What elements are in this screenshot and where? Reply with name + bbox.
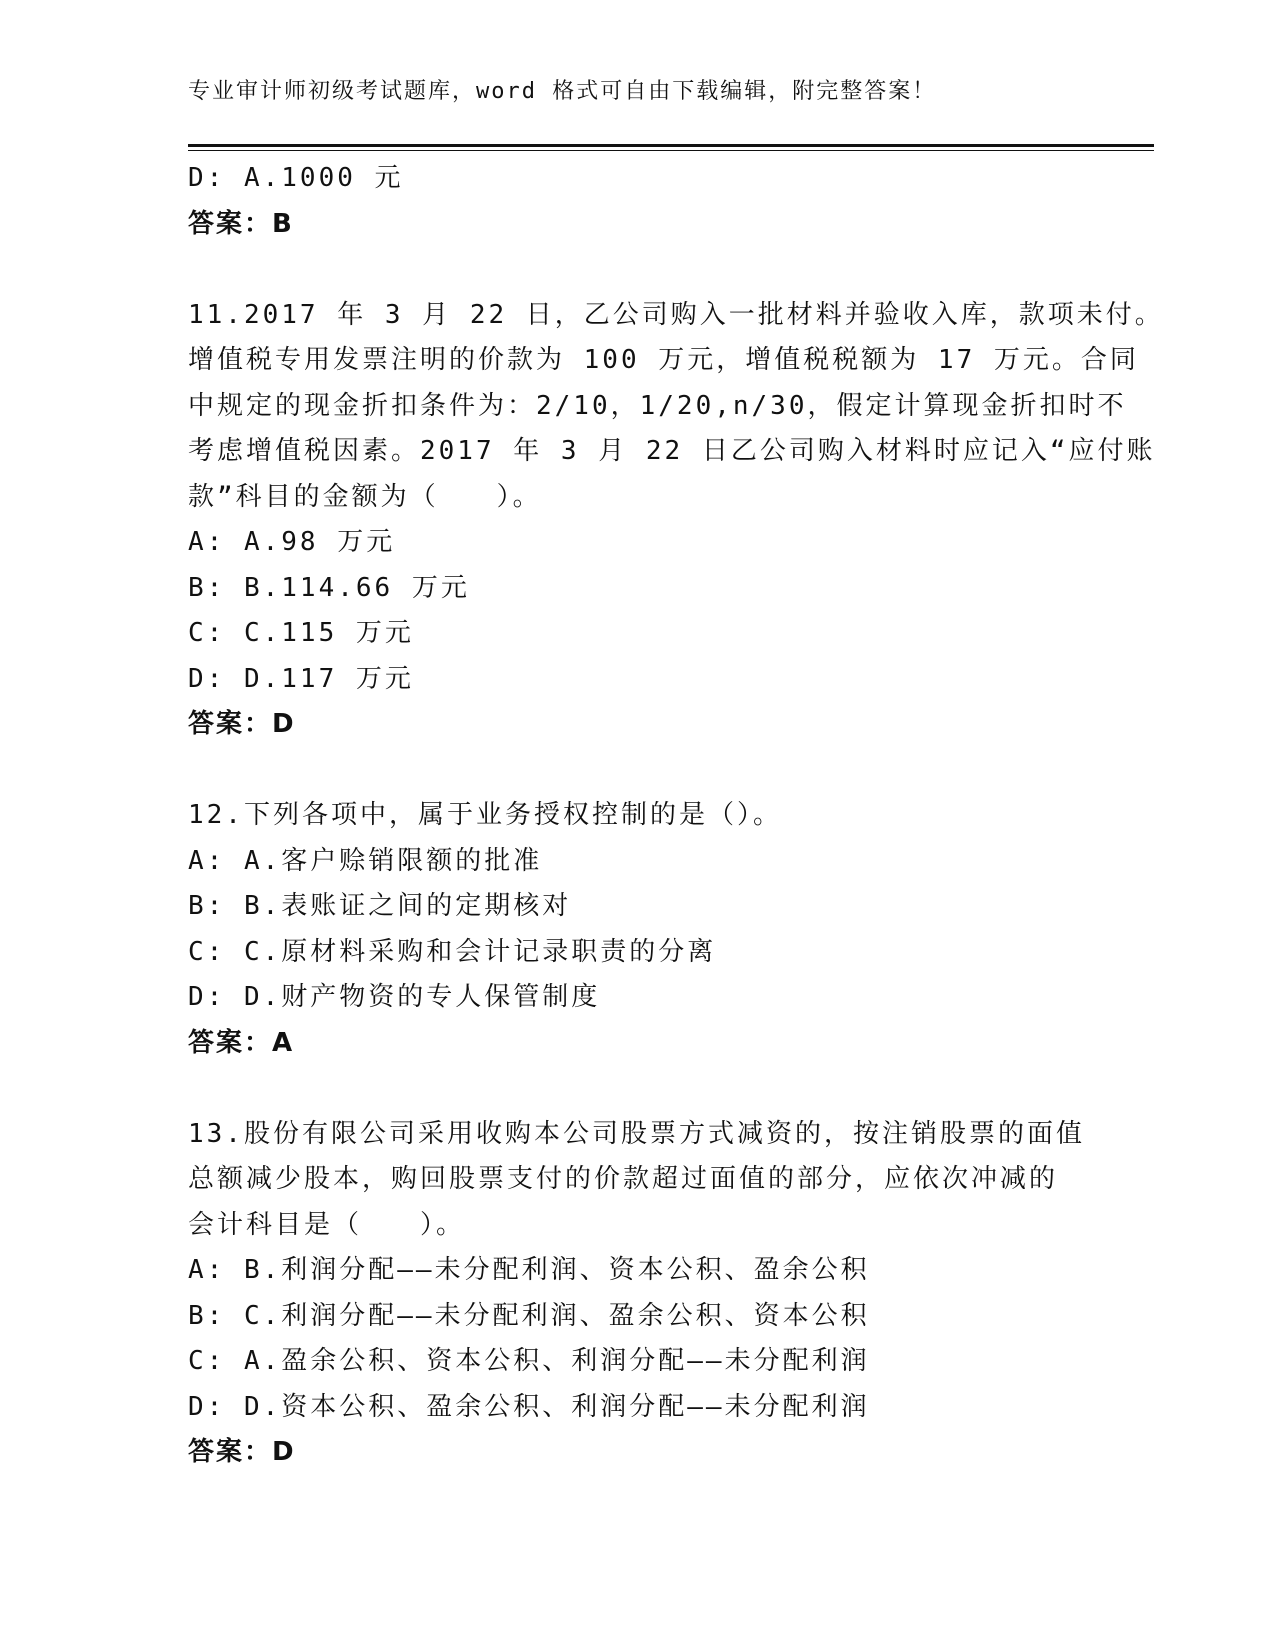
option-c: C: C.原材料采购和会计记录职责的分离 xyxy=(188,936,717,967)
question-stem-line: 13.股份有限公司采用收购本公司股票方式减资的，按注销股票的面值 xyxy=(188,1118,1085,1149)
spacer xyxy=(188,1066,1088,1112)
question-stem-line: 12.下列各项中，属于业务授权控制的是（）。 xyxy=(188,800,782,830)
option-d: D: D.财产物资的专人保管制度 xyxy=(188,982,601,1012)
answer: 答案：A xyxy=(188,1027,295,1058)
answer: 答案：D xyxy=(188,709,296,739)
option-b: B: B.114.66 万元 xyxy=(188,572,470,603)
option-a: A: A.客户赊销限额的批准 xyxy=(188,845,543,876)
question-stem-line: 中规定的现金折扣条件为：2/10，1/20,n/30，假定计算现金折扣时不 xyxy=(188,390,1127,421)
question-stem-line: 11.2017 年 3 月 22 日，乙公司购入一批材料并验收入库，款项未付。 xyxy=(188,299,1164,330)
spacer xyxy=(188,748,1088,794)
question-stem-line: 会计科目是（ ）。 xyxy=(188,1209,466,1240)
question-stem-line: 考虑增值税因素。2017 年 3 月 22 日乙公司购入材料时应记入“应付账 xyxy=(188,436,1156,466)
header-divider-thick xyxy=(188,144,1154,147)
header-divider-thin xyxy=(188,150,1154,151)
question-stem-line: 款”科目的金额为（ ）。 xyxy=(188,481,542,512)
option-a: A: A.98 万元 xyxy=(188,527,396,557)
question-stem-line: 总额减少股本，购回股票支付的价款超过面值的部分，应依次冲减的 xyxy=(188,1164,1059,1194)
question-12 xyxy=(188,793,1088,1066)
prev-answer: 答案：B xyxy=(188,208,294,239)
option-b: B: B.表账证之间的定期核对 xyxy=(188,891,572,921)
header-divider xyxy=(188,144,1154,152)
question-11 xyxy=(188,293,1164,748)
option-b: B: C.利润分配——未分配利润、盈余公积、资本公积 xyxy=(188,1300,870,1331)
prev-option-d: D: A.1000 元 xyxy=(188,163,404,193)
question-13 xyxy=(188,1112,1088,1476)
page-header: 专业审计师初级考试题库，word 格式可自由下载编辑，附完整答案！ xyxy=(188,79,937,104)
question-stem-line: 增值税专用发票注明的价款为 100 万元，增值税税额为 17 万元。合同 xyxy=(188,345,1139,375)
answer: 答案：D xyxy=(188,1437,296,1467)
option-a: A: B.利润分配——未分配利润、资本公积、盈余公积 xyxy=(188,1255,870,1285)
option-d: D: D.117 万元 xyxy=(188,663,414,694)
spacer xyxy=(188,247,1088,293)
document-body xyxy=(188,156,1164,1476)
option-c: C: C.115 万元 xyxy=(188,618,414,648)
option-d: D: D.资本公积、盈余公积、利润分配——未分配利润 xyxy=(188,1391,870,1422)
option-c: C: A.盈余公积、资本公积、利润分配——未分配利润 xyxy=(188,1346,870,1376)
